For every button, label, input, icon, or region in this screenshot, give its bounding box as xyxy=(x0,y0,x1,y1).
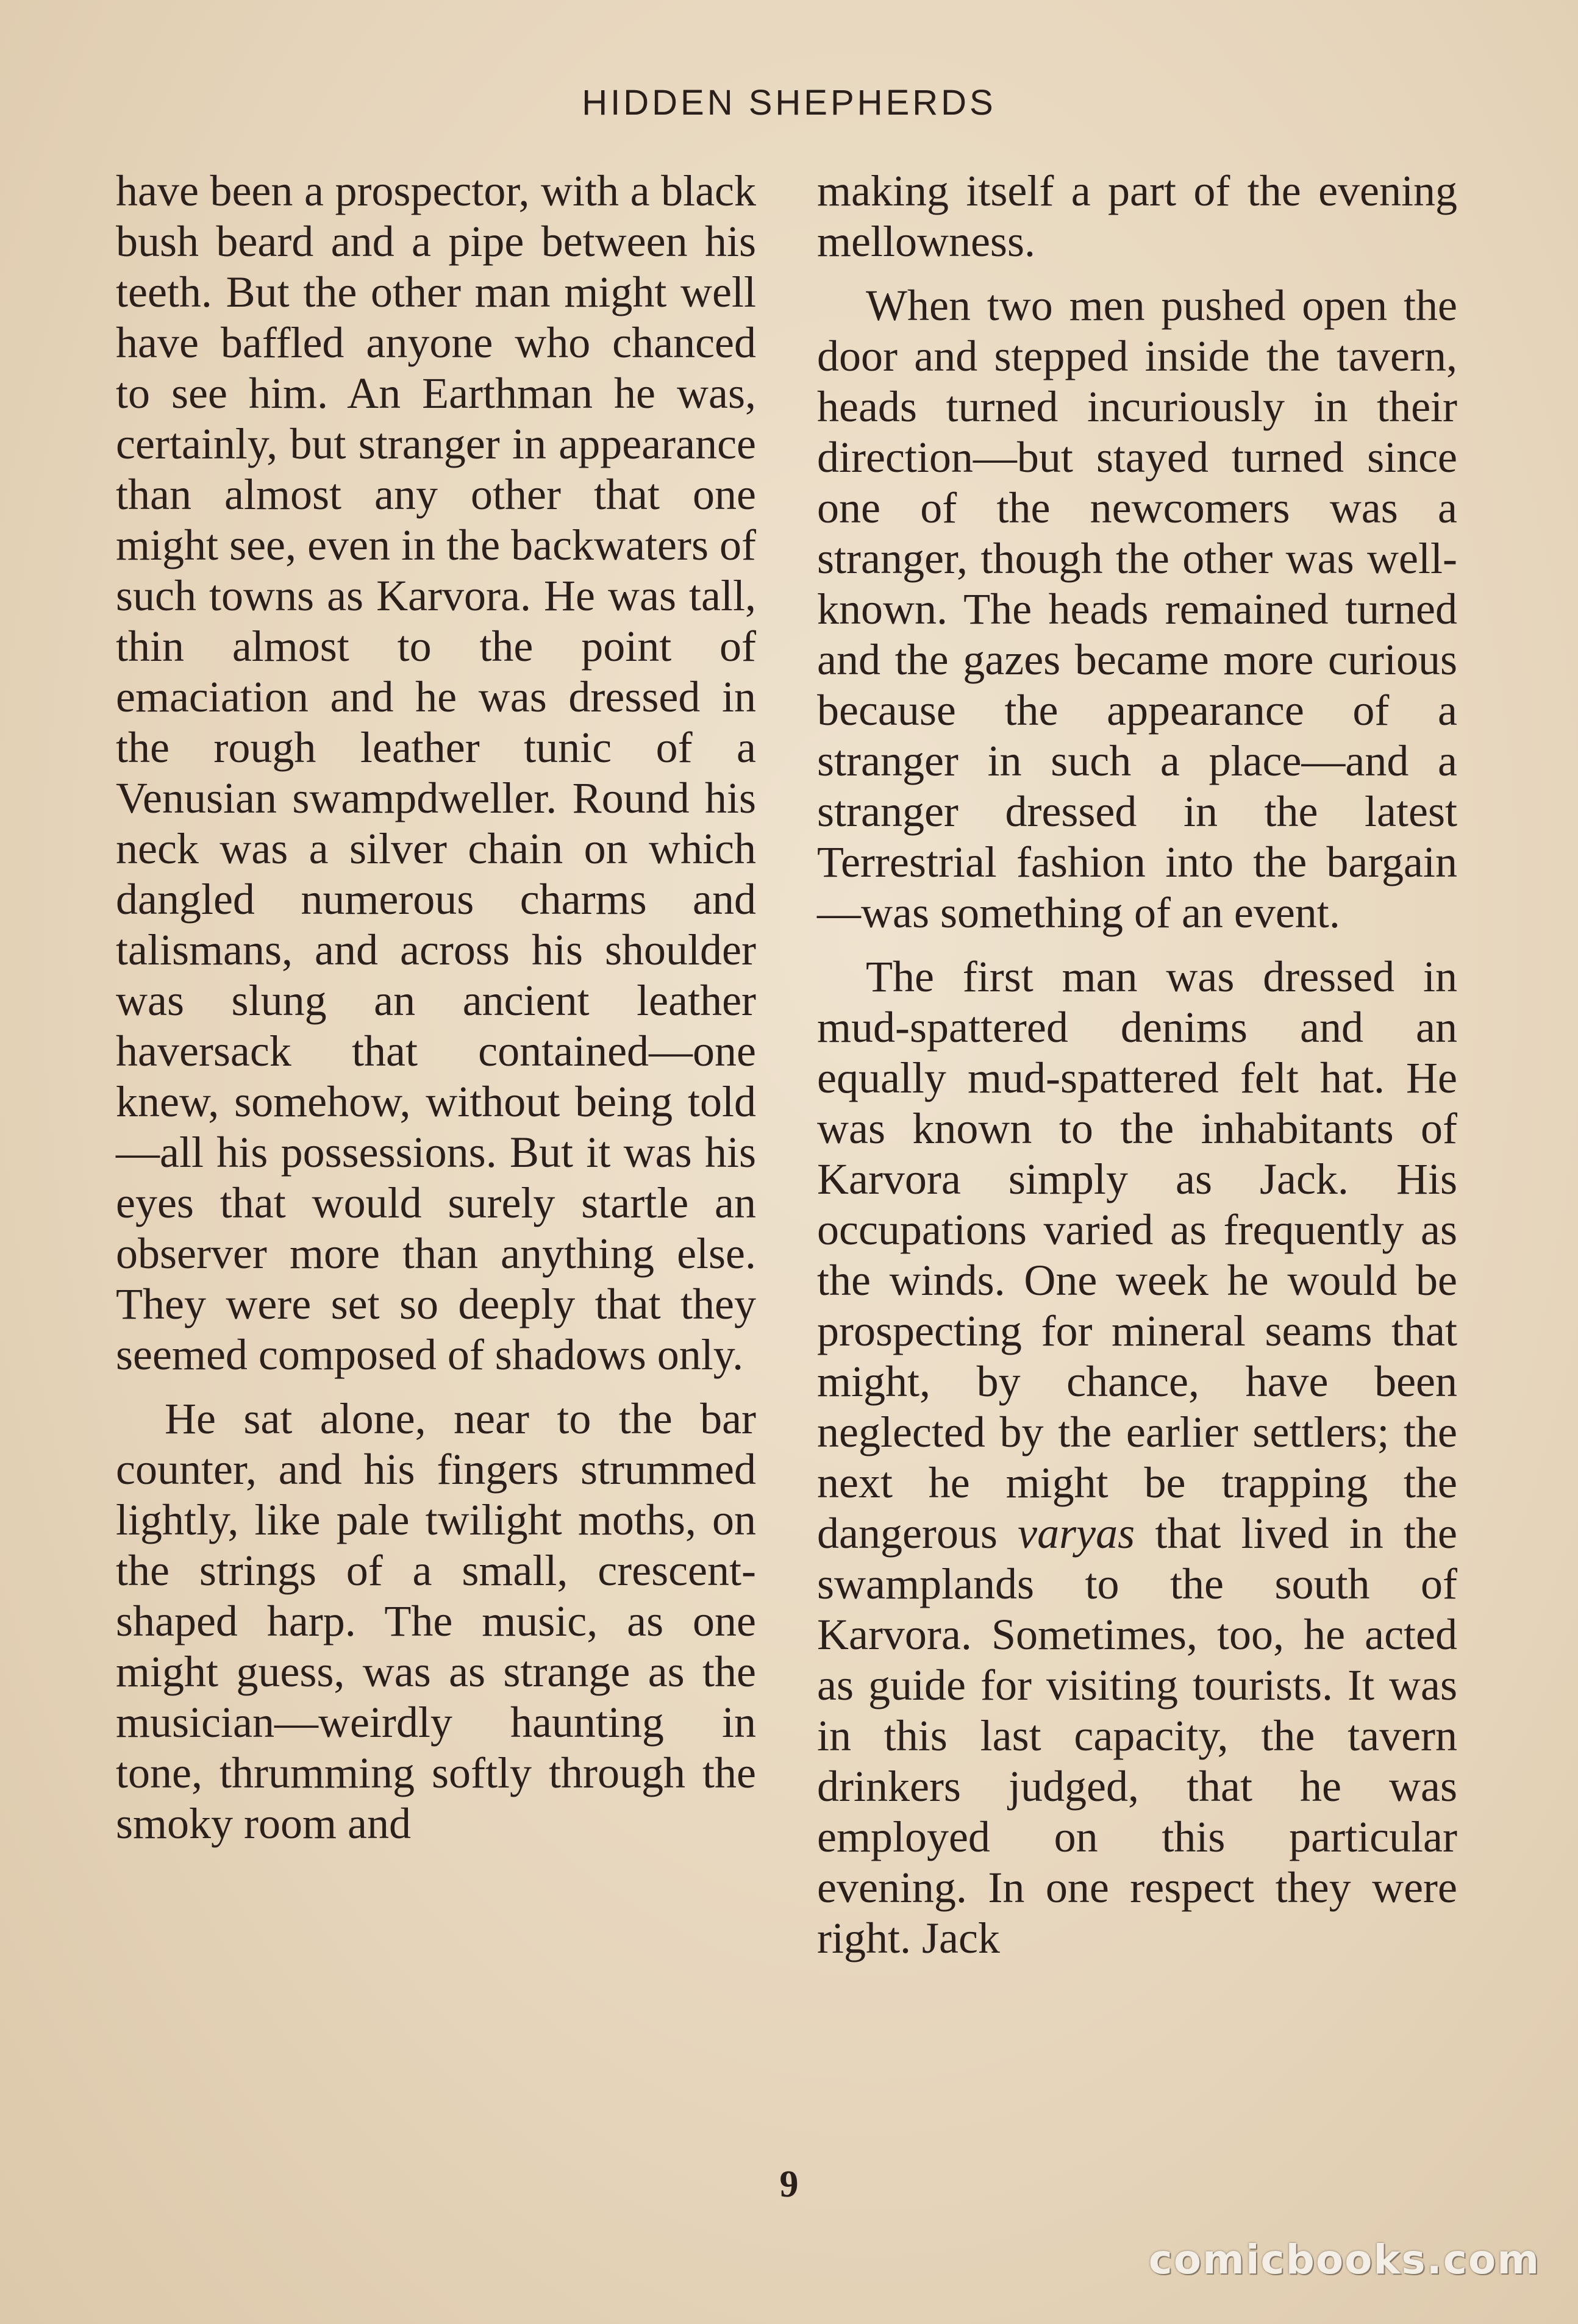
right-paragraph-3-start: The first man was dressed in mud-spattered denims and an equally mud-spattered felt hat. He was known to the inhabitants of Karvora simply as Jack. His occupations varied as frequently as the winds. One week he would be prospecting for mineral seams that might, by chance, have been neglected by the earlier settlers; the next he might be trapping the dangerous xyxy=(817,952,1457,1558)
right-paragraph-2: When two men pushed open the door and stepped inside the tavern, heads turned incuriously in their direction—but stayed turned since one of the newcomers was a stranger, though the other was well-known. The heads remained turned and the gazes became more curious because the appearance of a stranger in such a place—and a stranger dressed in the latest Terrestrial fashion into the bargain—was something of an event. xyxy=(817,281,1457,937)
left-paragraph-2: He sat alone, near to the bar counter, and his fingers strummed lightly, like pale twilight moths, on the strings of a small, crescent-shaped harp. The music, as one might guess, was as strange as the musician—weirdly haunting in tone, thrumming softly through the smoky room and xyxy=(116,1394,756,1848)
right-paragraph-3-end: that lived in the swamplands to the south of Karvora. Sometimes, too, he acted as guide for visiting tourists. It was in this last capacity, the tavern drinkers judged, that he was employed on this particular evening. In one respect they were right. Jack xyxy=(817,1509,1458,1962)
italic-term: varyas xyxy=(1018,1509,1135,1558)
right-column xyxy=(817,166,1457,1977)
left-paragraph-1: have been a prospector, with a black bush beard and a pipe between his teeth. But the other man might well have baffled anyone who chanced to see him. An Earthman he was, certainly, but stranger in appearance than almost any other that one might see, even in the backwaters of such towns as Karvora. He was tall, thin almost to the point of emaciation and he was dressed in the rough leather tunic of a Venusian swampdweller. Round his neck was a silver chain on which dangled numerous charms and talismans, and across his shoulder was slung an ancient leather haversack that contained—one knew, somehow, without being told—all his possessions. But it was his eyes that would surely startle an observer more than anything else. They were set so deeply that they seemed composed of shadows only. xyxy=(116,166,756,1379)
right-paragraph-3 xyxy=(817,952,1457,1964)
right-paragraph-1: making itself a part of the evening mellowness. xyxy=(817,166,1457,266)
page-number: 9 xyxy=(779,2164,799,2205)
watermark: comicbooks.com xyxy=(1148,2236,1540,2283)
left-column xyxy=(116,166,756,1862)
running-head: HIDDEN SHEPHERDS xyxy=(582,83,996,123)
